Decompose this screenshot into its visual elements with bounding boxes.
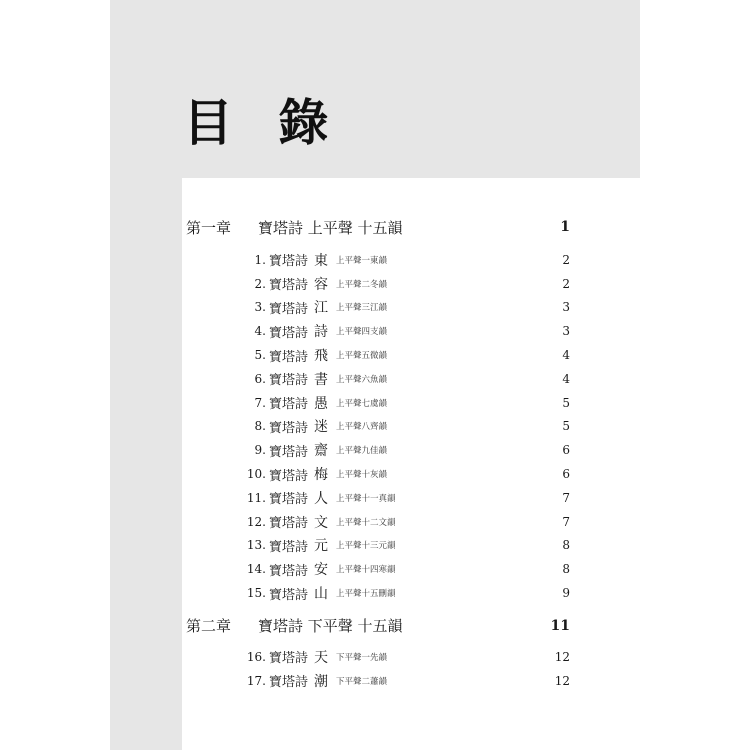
- entry-rhyme: 梅: [314, 467, 329, 484]
- entry-rhyme: 人: [314, 490, 329, 507]
- entry-index: 2.: [254, 276, 266, 291]
- entry-index: 3.: [254, 300, 266, 315]
- entry-page: 8: [562, 538, 570, 553]
- toc-entry[interactable]: [186, 296, 570, 320]
- entry-subtitle: 上平聲七虞韻: [336, 398, 388, 409]
- entry-index: 7.: [254, 395, 266, 410]
- entry-rhyme: 山: [314, 586, 329, 603]
- entry-page: 4: [562, 371, 570, 386]
- side-band: [110, 178, 182, 750]
- toc-entry[interactable]: [186, 319, 570, 343]
- entry-rhyme: 天: [314, 649, 329, 666]
- entry-poem: 寶塔詩: [269, 397, 309, 413]
- toc-entry[interactable]: [186, 367, 570, 391]
- entry-poem: 寶塔詩: [269, 492, 309, 508]
- entry-poem: 寶塔詩: [269, 675, 309, 691]
- toc-entry[interactable]: [186, 486, 570, 510]
- entry-subtitle: 上平聲五微韻: [336, 351, 388, 362]
- entry-index: 13.: [246, 538, 266, 553]
- toc-entry[interactable]: [186, 272, 570, 296]
- chapter-number: 第二章: [186, 617, 232, 636]
- entry-poem: 寶塔詩: [269, 325, 309, 341]
- entry-rhyme: 潮: [314, 673, 329, 690]
- entry-rhyme: 齋: [314, 443, 329, 460]
- entry-subtitle: 上平聲十二文韻: [336, 517, 396, 528]
- entry-subtitle: 上平聲十五刪韻: [336, 589, 396, 600]
- toc-entry[interactable]: [186, 557, 570, 581]
- toc-entry[interactable]: [186, 415, 570, 439]
- entry-poem: 寶塔詩: [269, 301, 309, 317]
- entry-page: 12: [554, 649, 570, 664]
- table-of-contents: [186, 212, 570, 693]
- chapter-name: 寶塔詩 下平聲 十五韻: [258, 617, 403, 636]
- entry-index: 14.: [246, 562, 266, 577]
- entry-subtitle: 上平聲十一真韻: [336, 493, 396, 504]
- entry-index: 15.: [246, 586, 266, 601]
- entry-poem: 寶塔詩: [269, 254, 309, 270]
- entry-subtitle: 下平聲一先韻: [336, 652, 388, 663]
- chapter-heading[interactable]: [186, 611, 570, 641]
- entry-subtitle: 上平聲二冬韻: [336, 279, 388, 290]
- entry-rhyme: 元: [314, 538, 329, 555]
- entry-page: 5: [562, 395, 570, 410]
- entry-page: 4: [562, 348, 570, 363]
- entry-index: 8.: [254, 419, 266, 434]
- entry-rhyme: 飛: [314, 348, 329, 365]
- entry-rhyme: 迷: [314, 419, 329, 436]
- entry-subtitle: 上平聲十四寒韻: [336, 565, 396, 576]
- entry-rhyme: 書: [314, 371, 329, 388]
- chapter-number: 第一章: [186, 218, 232, 237]
- toc-entry[interactable]: [186, 462, 570, 486]
- entry-index: 9.: [254, 443, 266, 458]
- entry-index: 1.: [254, 252, 266, 267]
- entry-poem: 寶塔詩: [269, 278, 309, 294]
- entry-page: 2: [562, 252, 570, 267]
- entry-poem: 寶塔詩: [269, 420, 309, 436]
- toc-entry[interactable]: [186, 343, 570, 367]
- chapter-page: 1: [560, 219, 570, 235]
- entry-poem: 寶塔詩: [269, 587, 309, 603]
- entry-subtitle: 上平聲六魚韻: [336, 374, 388, 385]
- entry-index: 16.: [246, 649, 266, 664]
- chapter-heading[interactable]: [186, 212, 570, 242]
- entry-index: 6.: [254, 371, 266, 386]
- entry-poem: 寶塔詩: [269, 516, 309, 532]
- entry-page: 8: [562, 562, 570, 577]
- entry-rhyme: 江: [314, 300, 329, 317]
- entry-index: 12.: [246, 514, 266, 529]
- entry-subtitle: 上平聲四支韻: [336, 327, 388, 338]
- entry-poem: 寶塔詩: [269, 349, 309, 365]
- entry-page: 6: [562, 467, 570, 482]
- entry-poem: 寶塔詩: [269, 444, 309, 460]
- entry-page: 7: [562, 514, 570, 529]
- toc-entry[interactable]: [186, 438, 570, 462]
- entry-page: 9: [562, 586, 570, 601]
- entry-rhyme: 安: [314, 562, 329, 579]
- entry-index: 11.: [246, 490, 266, 505]
- entry-index: 4.: [254, 324, 266, 339]
- entry-poem: 寶塔詩: [269, 539, 309, 555]
- entry-rhyme: 容: [314, 276, 329, 293]
- toc-entry[interactable]: [186, 534, 570, 558]
- entry-rhyme: 愚: [314, 395, 329, 412]
- entry-index: 17.: [246, 673, 266, 688]
- entry-rhyme: 詩: [314, 324, 329, 341]
- chapter-page: 11: [550, 617, 570, 634]
- entry-rhyme: 東: [314, 252, 329, 269]
- toc-entry[interactable]: [186, 645, 570, 669]
- entry-page: 2: [562, 276, 570, 291]
- entry-rhyme: 文: [314, 514, 329, 531]
- entry-subtitle: 上平聲十三元韻: [336, 541, 396, 552]
- entry-page: 6: [562, 443, 570, 458]
- entry-subtitle: 下平聲二蕭韻: [336, 676, 388, 687]
- entry-page: 3: [562, 300, 570, 315]
- chapter-name: 寶塔詩 上平聲 十五韻: [258, 218, 403, 237]
- entry-poem: 寶塔詩: [269, 563, 309, 579]
- entry-poem: 寶塔詩: [269, 373, 309, 389]
- entry-poem: 寶塔詩: [269, 651, 309, 667]
- entry-subtitle: 上平聲八齊韻: [336, 422, 388, 433]
- entry-index: 5.: [254, 348, 266, 363]
- entry-page: 7: [562, 490, 570, 505]
- entry-subtitle: 上平聲一東韻: [336, 255, 388, 266]
- entry-page: 5: [562, 419, 570, 434]
- toc-entry[interactable]: [186, 581, 570, 605]
- entry-poem: 寶塔詩: [269, 468, 309, 484]
- entry-subtitle: 上平聲九佳韻: [336, 446, 388, 457]
- entry-subtitle: 上平聲三江韻: [336, 303, 388, 314]
- entry-index: 10.: [246, 467, 266, 482]
- toc-entry[interactable]: [186, 391, 570, 415]
- toc-entry[interactable]: [186, 248, 570, 272]
- toc-entry[interactable]: [186, 669, 570, 693]
- entry-subtitle: 上平聲十灰韻: [336, 470, 388, 481]
- toc-entry[interactable]: [186, 510, 570, 534]
- entry-page: 12: [554, 673, 570, 688]
- entry-page: 3: [562, 324, 570, 339]
- toc-title: 目 錄: [183, 94, 343, 152]
